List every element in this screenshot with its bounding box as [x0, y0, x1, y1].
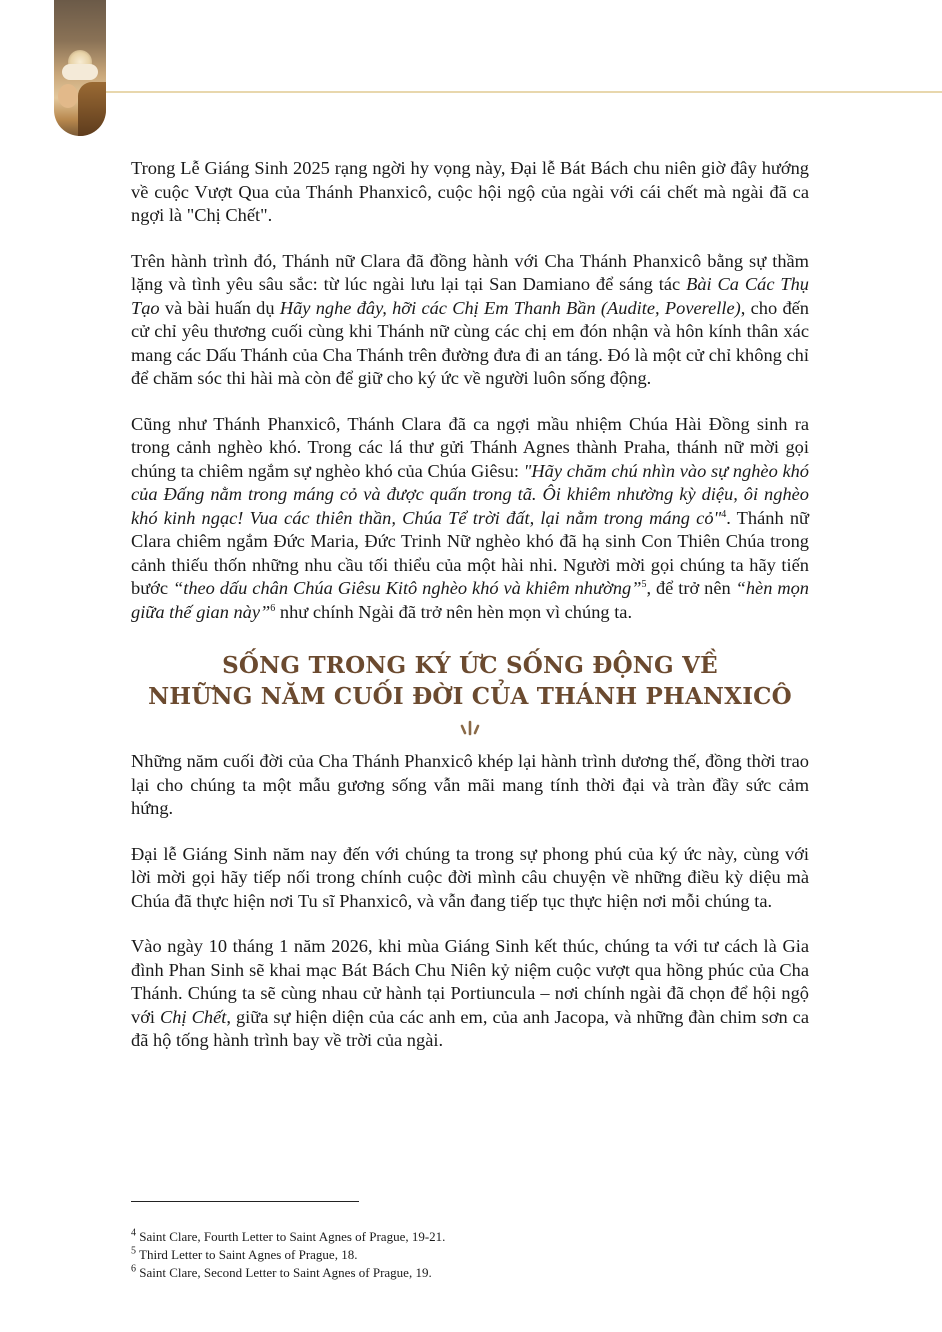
text-span: , giữa sự hiện diện của các anh em, của anh Jacopa, và những đàn chim sơn ca đã hộ tống hành trình bay về trời của ngài. [131, 1006, 809, 1050]
footnote-number: 5 [131, 1245, 136, 1257]
italic-quote: "Hãy chăm chú nhìn vào sự nghèo khó của Đấng nằm trong máng cỏ và được quấn trong tã. Ôi khiêm nhường kỳ diệu, ôi nghèo khó kinh ngạc! Vua các thiên thần, Chúa Tể trời đất, lại nằm trong máng cỏ" [131, 460, 810, 528]
footnotes [131, 1228, 731, 1282]
footnote-item [131, 1246, 731, 1264]
footnote-text: Saint Clare, Second Letter to Saint Agnes of Prague, 19. [139, 1265, 432, 1280]
footnote-ref: 4 [721, 508, 727, 520]
text-span: , cho đến cử chỉ yêu thương cuối cùng khi Thánh nữ cùng các chị em đón nhận và hôn kính thân xác mang các Dấu Thánh của Cha Thánh trên đường đưa đi an táng. Đó là một cử chỉ không chỉ để chăm sóc thi hài mà còn để giữ cho ký ức về người luôn sống động. [131, 297, 809, 388]
paragraph-4: Những năm cuối đời của Cha Thánh Phanxicô khép lại hành trình dương thế, đồng thời trao lại cho chúng ta một mẫu gương sống vẫn mãi mang tính thời đại và tràn đầy sức cảm hứng. [131, 751, 809, 818]
italic-term: Chị Chết [160, 1006, 227, 1027]
paragraph-5: Đại lễ Giáng Sinh năm nay đến với chúng ta trong sự phong phú của ký ức này, cùng với lời mời gọi hãy tiếp nối trong chính cuộc đời mình câu chuyện về những điều kỳ diệu mà Chúa đã thực hiện nơi Tu sĩ Phanxicô, và vẫn đang tiếp tục thực hiện nơi mỗi chúng ta. [131, 843, 809, 911]
text-span: . Thánh nữ Clara chiêm ngắm Đức Maria, Đức Trinh Nữ nghèo khó đã hạ sinh Con Thiên Chúa trong cảnh thiếu thốn những nhu cầu tối thiểu của một hài nhi. Người mời gọi chúng ta hãy tiến bước [131, 507, 810, 598]
footnote-separator [131, 1201, 359, 1202]
footnote-item [131, 1264, 731, 1282]
italic-title: Hãy nghe đây, hỡi các Chị Em Thanh Bần (Audite, Poverelle) [279, 297, 741, 318]
ornament-divider-icon [131, 716, 809, 738]
text-span: và bài huấn dụ [159, 297, 280, 318]
paragraph-1: Trong Lễ Giáng Sinh 2025 rạng ngời hy vọng này, Đại lễ Bát Bách chu niên giờ đây hướng về cuộc Vượt Qua của Thánh Phanxicô, cuộc hội ngộ của ngài với cái chết mà ngài đã ca ngợi là "Chị Chết". [131, 158, 809, 225]
header-rule [106, 91, 942, 93]
text-span: , để trở nên [646, 578, 736, 598]
section-heading [131, 650, 809, 712]
paragraph-6 [131, 935, 809, 1053]
section-heading-line-2: NHỮNG NĂM CUỐI ĐỜI CỦA THÁNH PHANXICÔ [148, 683, 792, 710]
footnote-item [131, 1228, 731, 1246]
section-heading-line-1: SỐNG TRONG KÝ ỨC SỐNG ĐỘNG VỀ [222, 652, 718, 679]
text-span: Trên hành trình đó, Thánh nữ Clara đã đồng hành với Cha Thánh Phanxicô bằng sự thầm lặng và tình yêu sâu sắc: từ lúc ngài lưu lại tại San Damiano để sáng tác [131, 250, 809, 294]
paragraph-2 [131, 250, 809, 391]
text-span: Vào ngày 10 tháng 1 năm 2026, khi mùa Giáng Sinh kết thúc, chúng ta với tư cách là Gia đình Phan Sinh sẽ khai mạc Bát Bách Chu Niên kỷ niệm cuộc vượt qua hồng phúc của Cha Thánh. Chúng ta sẽ cùng nhau cử hành tại Portiuncula – nơi chính ngài đã chọn để hội ngộ với [131, 936, 809, 1027]
article-body [131, 157, 809, 1053]
footnote-ref: 5 [641, 578, 647, 590]
text-span: Cũng như Thánh Phanxicô, Thánh Clara đã ca ngợi mầu nhiệm Chúa Hài Đồng sinh ra trong cảnh nghèo khó. Trong các lá thư gửi Thánh Agnes thành Praha, thánh nữ mời gọi chúng ta chiêm ngắm sự nghèo khó của Chúa Giêsu: [131, 413, 809, 481]
footnote-number: 4 [131, 1227, 136, 1239]
text-span: như chính Ngài đã trở nên hèn mọn vì chúng ta. [275, 601, 633, 622]
footnote-text: Saint Clare, Fourth Letter to Saint Agnes of Prague, 19-21. [139, 1229, 446, 1244]
italic-quote: “hèn mọn giữa thế gian này” [131, 578, 809, 622]
footnote-text: Third Letter to Saint Agnes of Prague, 18. [139, 1247, 358, 1262]
italic-title: Bài Ca Các Thụ Tạo [131, 274, 809, 318]
paragraph-3 [131, 413, 809, 625]
italic-quote: “theo dấu chân Chúa Giêsu Kitô nghèo khó và khiêm nhường” [172, 578, 642, 598]
footnote-ref: 6 [270, 602, 276, 614]
nativity-painting-image [54, 0, 106, 136]
footnote-number: 6 [131, 1263, 136, 1275]
